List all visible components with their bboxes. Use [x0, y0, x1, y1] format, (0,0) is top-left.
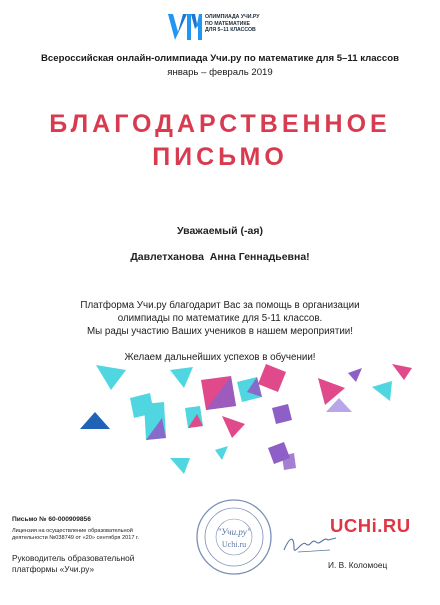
- olympiad-dates: январь – февраль 2019: [167, 67, 273, 78]
- body-line: Мы рады участию Ваших учеников в нашем мероприятии!: [86, 326, 354, 337]
- signer-name: И. В. Коломоец: [328, 560, 388, 570]
- signer-role-line: Руководитель образовательной: [12, 553, 135, 563]
- greeting: Уважаемый (-ая): [177, 225, 263, 237]
- logo-line: ПО МАТЕМАТИКЕ: [205, 20, 250, 27]
- logo-text: [205, 14, 275, 34]
- shape-triangle: [392, 364, 412, 380]
- shape-triangle: [222, 416, 245, 438]
- shape-square: [272, 404, 292, 424]
- logo-line: ДЛЯ 5–11 КЛАССОВ: [205, 27, 256, 34]
- shape-triangle: [80, 412, 110, 429]
- wish-text: Желаем дальнейших успехов в обучении!: [124, 352, 316, 363]
- recipient-name: Давлетханова Анна Геннадьевна!: [130, 251, 310, 263]
- letter-number: Письмо № 60-000909856: [12, 516, 91, 523]
- shape-triangle: [96, 365, 126, 390]
- shape-triangle: [348, 368, 362, 382]
- letter-body: [0, 299, 440, 338]
- body-line: Платформа Учи.ру благодарит Вас за помощь в организации: [80, 300, 360, 311]
- official-seal-icon: [194, 497, 274, 577]
- decorative-shapes: [0, 360, 440, 490]
- shape-triangle: [170, 458, 190, 474]
- signer-role: [12, 553, 162, 574]
- body-line: олимпиады по математике для 5-11 классов.: [117, 313, 323, 324]
- license-line: Лицензия на осуществление образовательной: [12, 528, 133, 534]
- shape-triangle: [372, 381, 392, 401]
- brand-logo: UCHi.RU: [330, 515, 411, 536]
- license-line: деятельности №038749 от «20» сентября 2017 г.: [12, 535, 139, 542]
- shape-triangle: [170, 367, 193, 388]
- olympiad-name: Всероссийская онлайн-олимпиада Учи.ру по математике для 5–11 классов: [41, 53, 399, 64]
- document-title-line-1: БЛАГОДАРСТВЕННОЕ: [49, 110, 391, 138]
- shape-triangle: [215, 446, 228, 460]
- olympiad-logo-icon: [168, 12, 202, 42]
- shape-square: [282, 453, 296, 470]
- seal-sub-text: Uchi.ru: [221, 540, 247, 549]
- logo-line: ОЛИМПИАДА УЧИ.РУ: [205, 14, 260, 20]
- shape-square: [258, 364, 286, 392]
- seal-text: "Учи.ру": [217, 527, 251, 537]
- signer-role-line: платформы «Учи.ру»: [12, 563, 95, 574]
- license-info: [12, 528, 172, 543]
- document-title-line-2: ПИСЬМО: [152, 143, 288, 171]
